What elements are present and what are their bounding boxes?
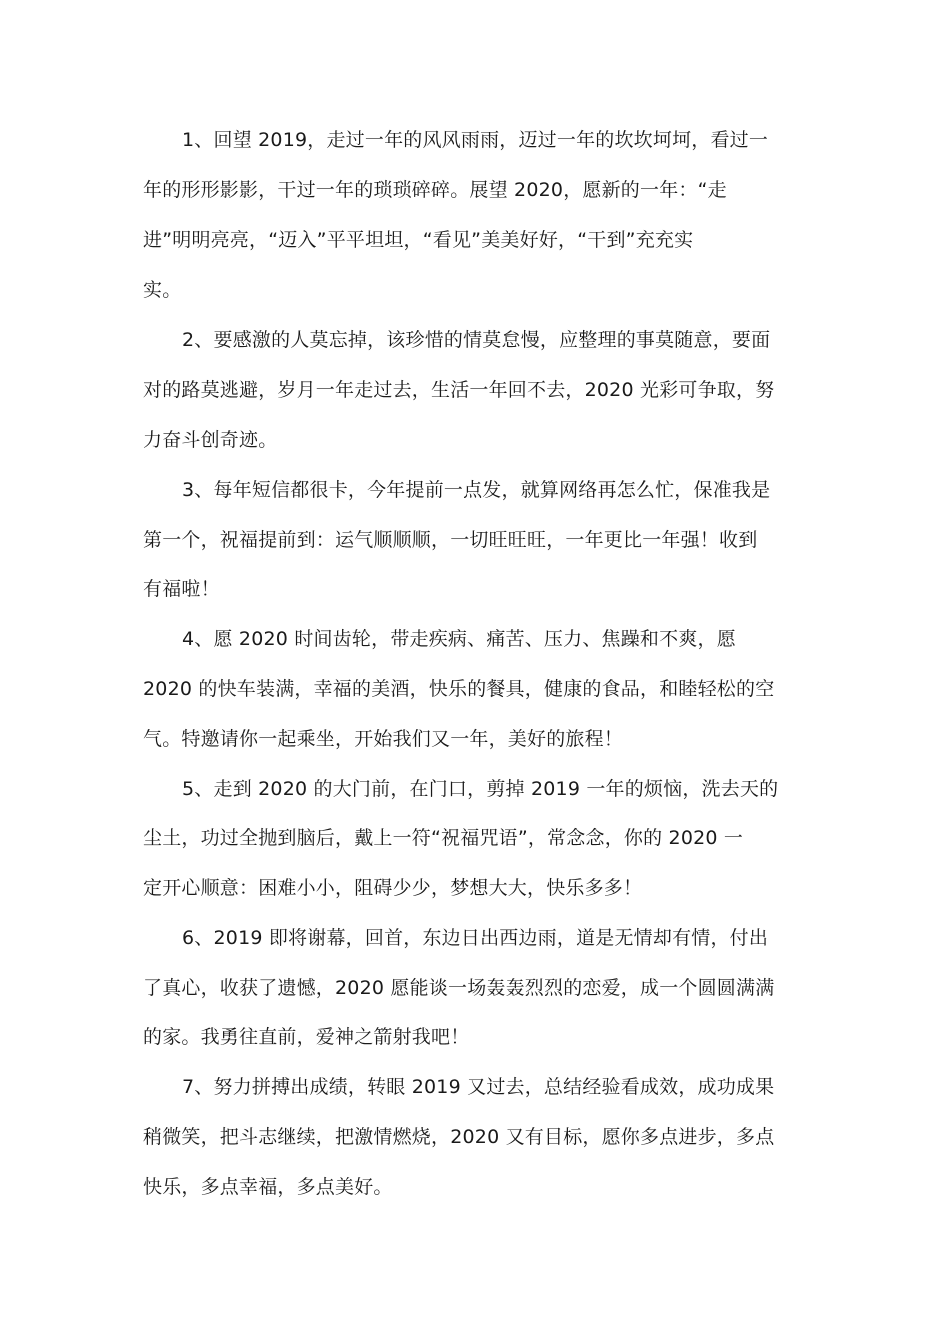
paragraph-1-line-4: 实。 (143, 279, 182, 301)
paragraph-1-line-2: 年的形形影影，干过一年的琐琐碎碎。展望 2020，愿新的一年：“走 (143, 179, 727, 201)
paragraph-2-line-2: 对的路莫逃避，岁月一年走过去，生活一年回不去，2020 光彩可争取，努 (143, 379, 775, 401)
paragraph-4-line-2: 2020 的快车装满，幸福的美酒，快乐的餐具，健康的食品，和睦轻松的空 (143, 678, 775, 700)
paragraph-3-line-1: 3、每年短信都很卡，今年提前一点发，就算网络再怎么忙，保准我是 (182, 479, 771, 501)
paragraph-4-line-3: 气。特邀请你一起乘坐，开始我们又一年，美好的旅程！ (143, 728, 624, 750)
paragraph-5-line-1: 5、走到 2020 的大门前，在门口，剪掉 2019 一年的烦恼，洗去天的 (182, 778, 779, 800)
paragraph-1-line-1: 1、回望 2019，走过一年的风风雨雨，迈过一年的坎坎坷坷，看过一 (182, 129, 769, 151)
paragraph-7-line-1: 7、努力拼搏出成绩，转眼 2019 又过去，总结经验看成效，成功成果 (182, 1076, 775, 1098)
paragraph-5-line-3: 定开心顺意：困难小小，阻碍少少，梦想大大，快乐多多！ (143, 877, 643, 899)
paragraph-4-line-1: 4、愿 2020 时间齿轮，带走疾病、痛苦、压力、焦躁和不爽，愿 (182, 628, 736, 650)
paragraph-6-line-2: 了真心，收获了遗憾，2020 愿能谈一场轰轰烈烈的恋爱，成一个圆圆满满 (143, 977, 775, 999)
paragraph-7-line-3: 快乐，多点幸福，多点美好。 (143, 1176, 393, 1198)
paragraph-3-line-2: 第一个，祝福提前到：运气顺顺顺，一切旺旺旺，一年更比一年强！收到 (143, 529, 758, 551)
paragraph-3-line-3: 有福啦！ (143, 578, 220, 600)
paragraph-7-line-2: 稍微笑，把斗志继续，把激情燃烧，2020 又有目标，愿你多点进步，多点 (143, 1126, 775, 1148)
paragraph-6-line-1: 6、2019 即将谢幕，回首，东边日出西边雨，道是无情却有情，付出 (182, 927, 769, 949)
paragraph-2-line-1: 2、要感激的人莫忘掉，该珍惜的情莫怠慢，应整理的事莫随意，要面 (182, 329, 771, 351)
paragraph-5-line-2: 尘土，功过全抛到脑后，戴上一符“祝福咒语”，常念念，你的 2020 一 (143, 827, 744, 849)
paragraph-1-line-3: 进”明明亮亮，“迈入”平平坦坦，“看见”美美好好，“干到”充充实 (143, 229, 694, 251)
paragraph-2-line-3: 力奋斗创奇迹。 (143, 429, 278, 451)
paragraph-6-line-3: 的家。我勇往直前，爱神之箭射我吧！ (143, 1026, 470, 1048)
